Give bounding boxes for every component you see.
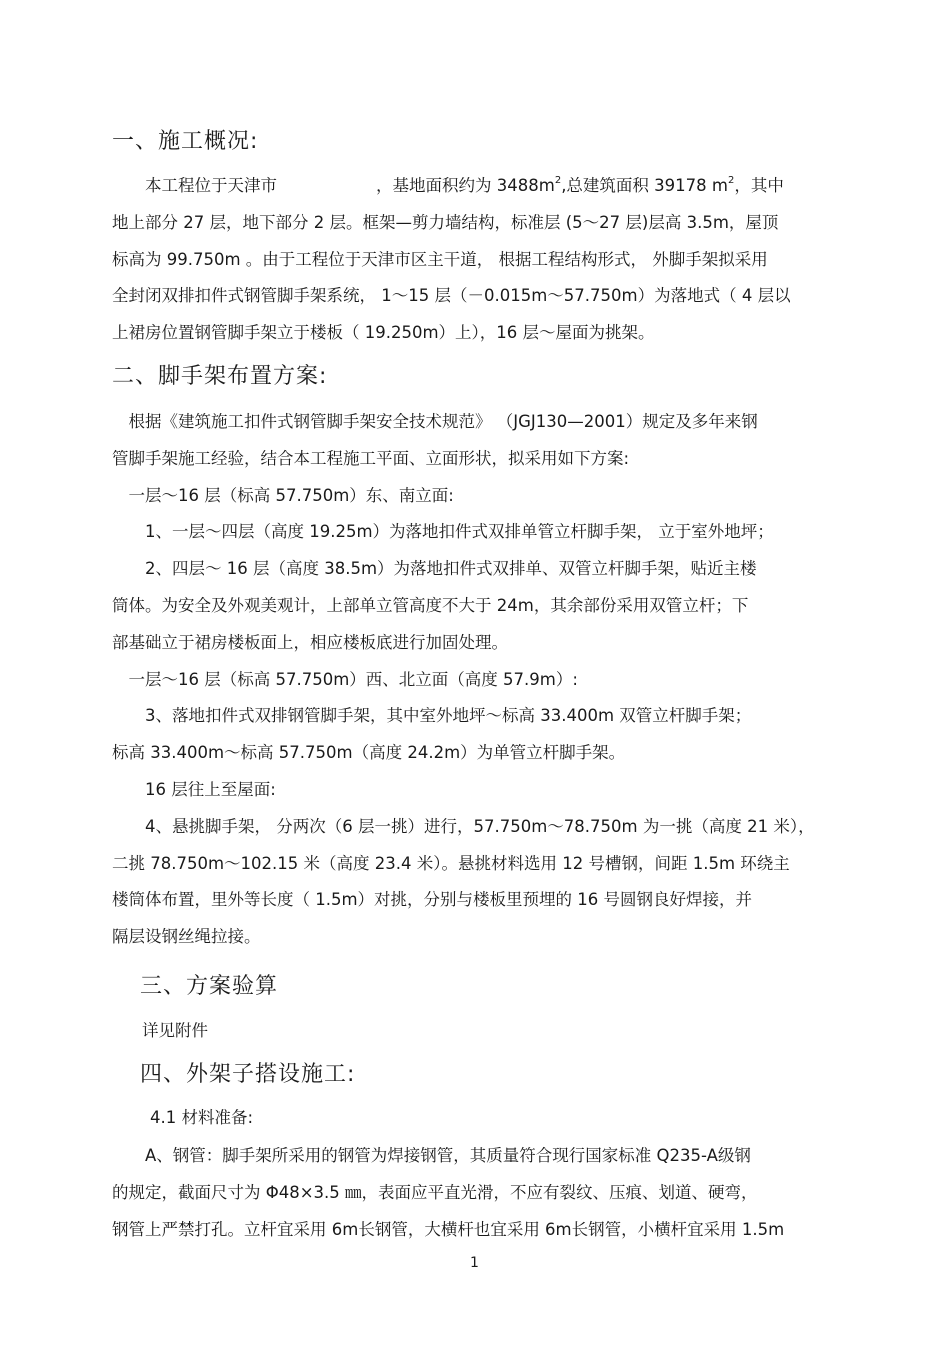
paragraph-line: 2、四层～ 16 层（高度 38.5m）为落地扣件式双排单、双管立杆脚手架，贴近主楼 [112, 559, 757, 579]
section-2-body [112, 404, 840, 956]
section-1-body [112, 168, 840, 352]
paragraph-line: 上裙房位置钢管脚手架立于楼板（ 19.250m）上），16 层～屋面为挑架。 [112, 323, 655, 343]
paragraph-line: A、钢管：脚手架所采用的钢管为焊接钢管，其质量符合现行国家标准 Q235-A级钢 [112, 1146, 751, 1165]
paragraph-line: 二挑 78.750m～102.15 米（高度 23.4 米）。悬挑材料选用 12 号槽钢，间距 1.5m 环绕主 [112, 853, 790, 873]
paragraph-line: 钢管上严禁打孔。立杆宜采用 6m长钢管，大横杆也宜采用 6m长钢管，小横杆宜采用 1.5m [112, 1219, 785, 1239]
section-4-body [112, 1138, 840, 1248]
paragraph-line: 一层～16 层（标高 57.750m）西、北立面（高度 57.9m）: [112, 669, 578, 689]
subsection-heading: 4.1 材料准备: [150, 1108, 254, 1127]
paragraph-line: 3、落地扣件式双排钢管脚手架，其中室外地坪～标高 33.400m 双管立杆脚手架； [112, 706, 752, 726]
paragraph-line: 16 层往上至屋面: [112, 779, 276, 799]
line-text: ，其中 [734, 176, 784, 195]
paragraph-line: 隔层设钢丝绳拉接。 [112, 927, 261, 947]
paragraph-line: 1、一层～四层（高度 19.25m）为落地扣件式双排单管立杆脚手架， 立于室外地坪； [112, 522, 774, 542]
section-heading-1: 一、施工概况: [112, 129, 259, 154]
paragraph-line: 管脚手架施工经验，结合本工程施工平面、立面形状，拟采用如下方案: [112, 448, 630, 468]
paragraph-line: 标高为 99.750m 。由于工程位于天津市区主干道， 根据工程结构形式， 外脚手架拟采用 [112, 249, 768, 269]
line-text: ,总建筑面积 39178 m [561, 176, 728, 195]
paragraph-line [112, 168, 840, 205]
paragraph-line: 4、悬挑脚手架， 分两次（6 层一挑）进行，57.750m～78.750m 为一挑（高度 21 米）， [112, 816, 815, 836]
section-heading-4: 四、外架子搭设施工: [140, 1062, 356, 1087]
paragraph-line: 部基础立于裙房楼板面上，相应楼板底进行加固处理。 [112, 632, 508, 652]
paragraph-line: 楼筒体布置，里外等长度（ 1.5m）对挑，分别与楼板里预埋的 16 号圆钢良好焊接，并 [112, 890, 753, 910]
paragraph-line: 根据《建筑施工扣件式钢管脚手架安全技术规范》 （JGJ130—2001）规定及多年来钢 [112, 412, 758, 431]
paragraph-line: 的规定，截面尺寸为 Φ48×3.5 ㎜，表面应平直光滑，不应有裂纹、压痕、划道、硬弯， [112, 1182, 758, 1202]
section-heading-2: 二、脚手架布置方案: [112, 364, 328, 389]
paragraph-line: 标高 33.400m～标高 57.750m（高度 24.2m）为单管立杆脚手架。 [112, 743, 626, 763]
page-number: 1 [470, 1255, 479, 1271]
superscript: 2 [554, 174, 562, 186]
paragraph-line: 一层～16 层（标高 57.750m）东、南立面: [112, 485, 454, 505]
paragraph-line: 筒体。为安全及外观美观计，上部单立管高度不大于 24m，其余部份采用双管立杆；下 [112, 595, 749, 615]
section-heading-3: 三、方案验算 [140, 974, 279, 999]
section-3-text: 详见附件 [142, 1021, 208, 1040]
line-text: 本工程位于天津市 ，基地面积约为 3488m [112, 176, 555, 195]
paragraph-line: 地上部分 27 层，地下部分 2 层。框架—剪力墙结构，标准层 (5～27 层)层高 3.5m，屋顶 [112, 212, 779, 232]
paragraph-line: 全封闭双排扣件式钢管脚手架系统， 1～15 层（－0.015m～57.750m）为落地式（ 4 层以 [112, 286, 791, 306]
superscript: 2 [727, 174, 735, 186]
